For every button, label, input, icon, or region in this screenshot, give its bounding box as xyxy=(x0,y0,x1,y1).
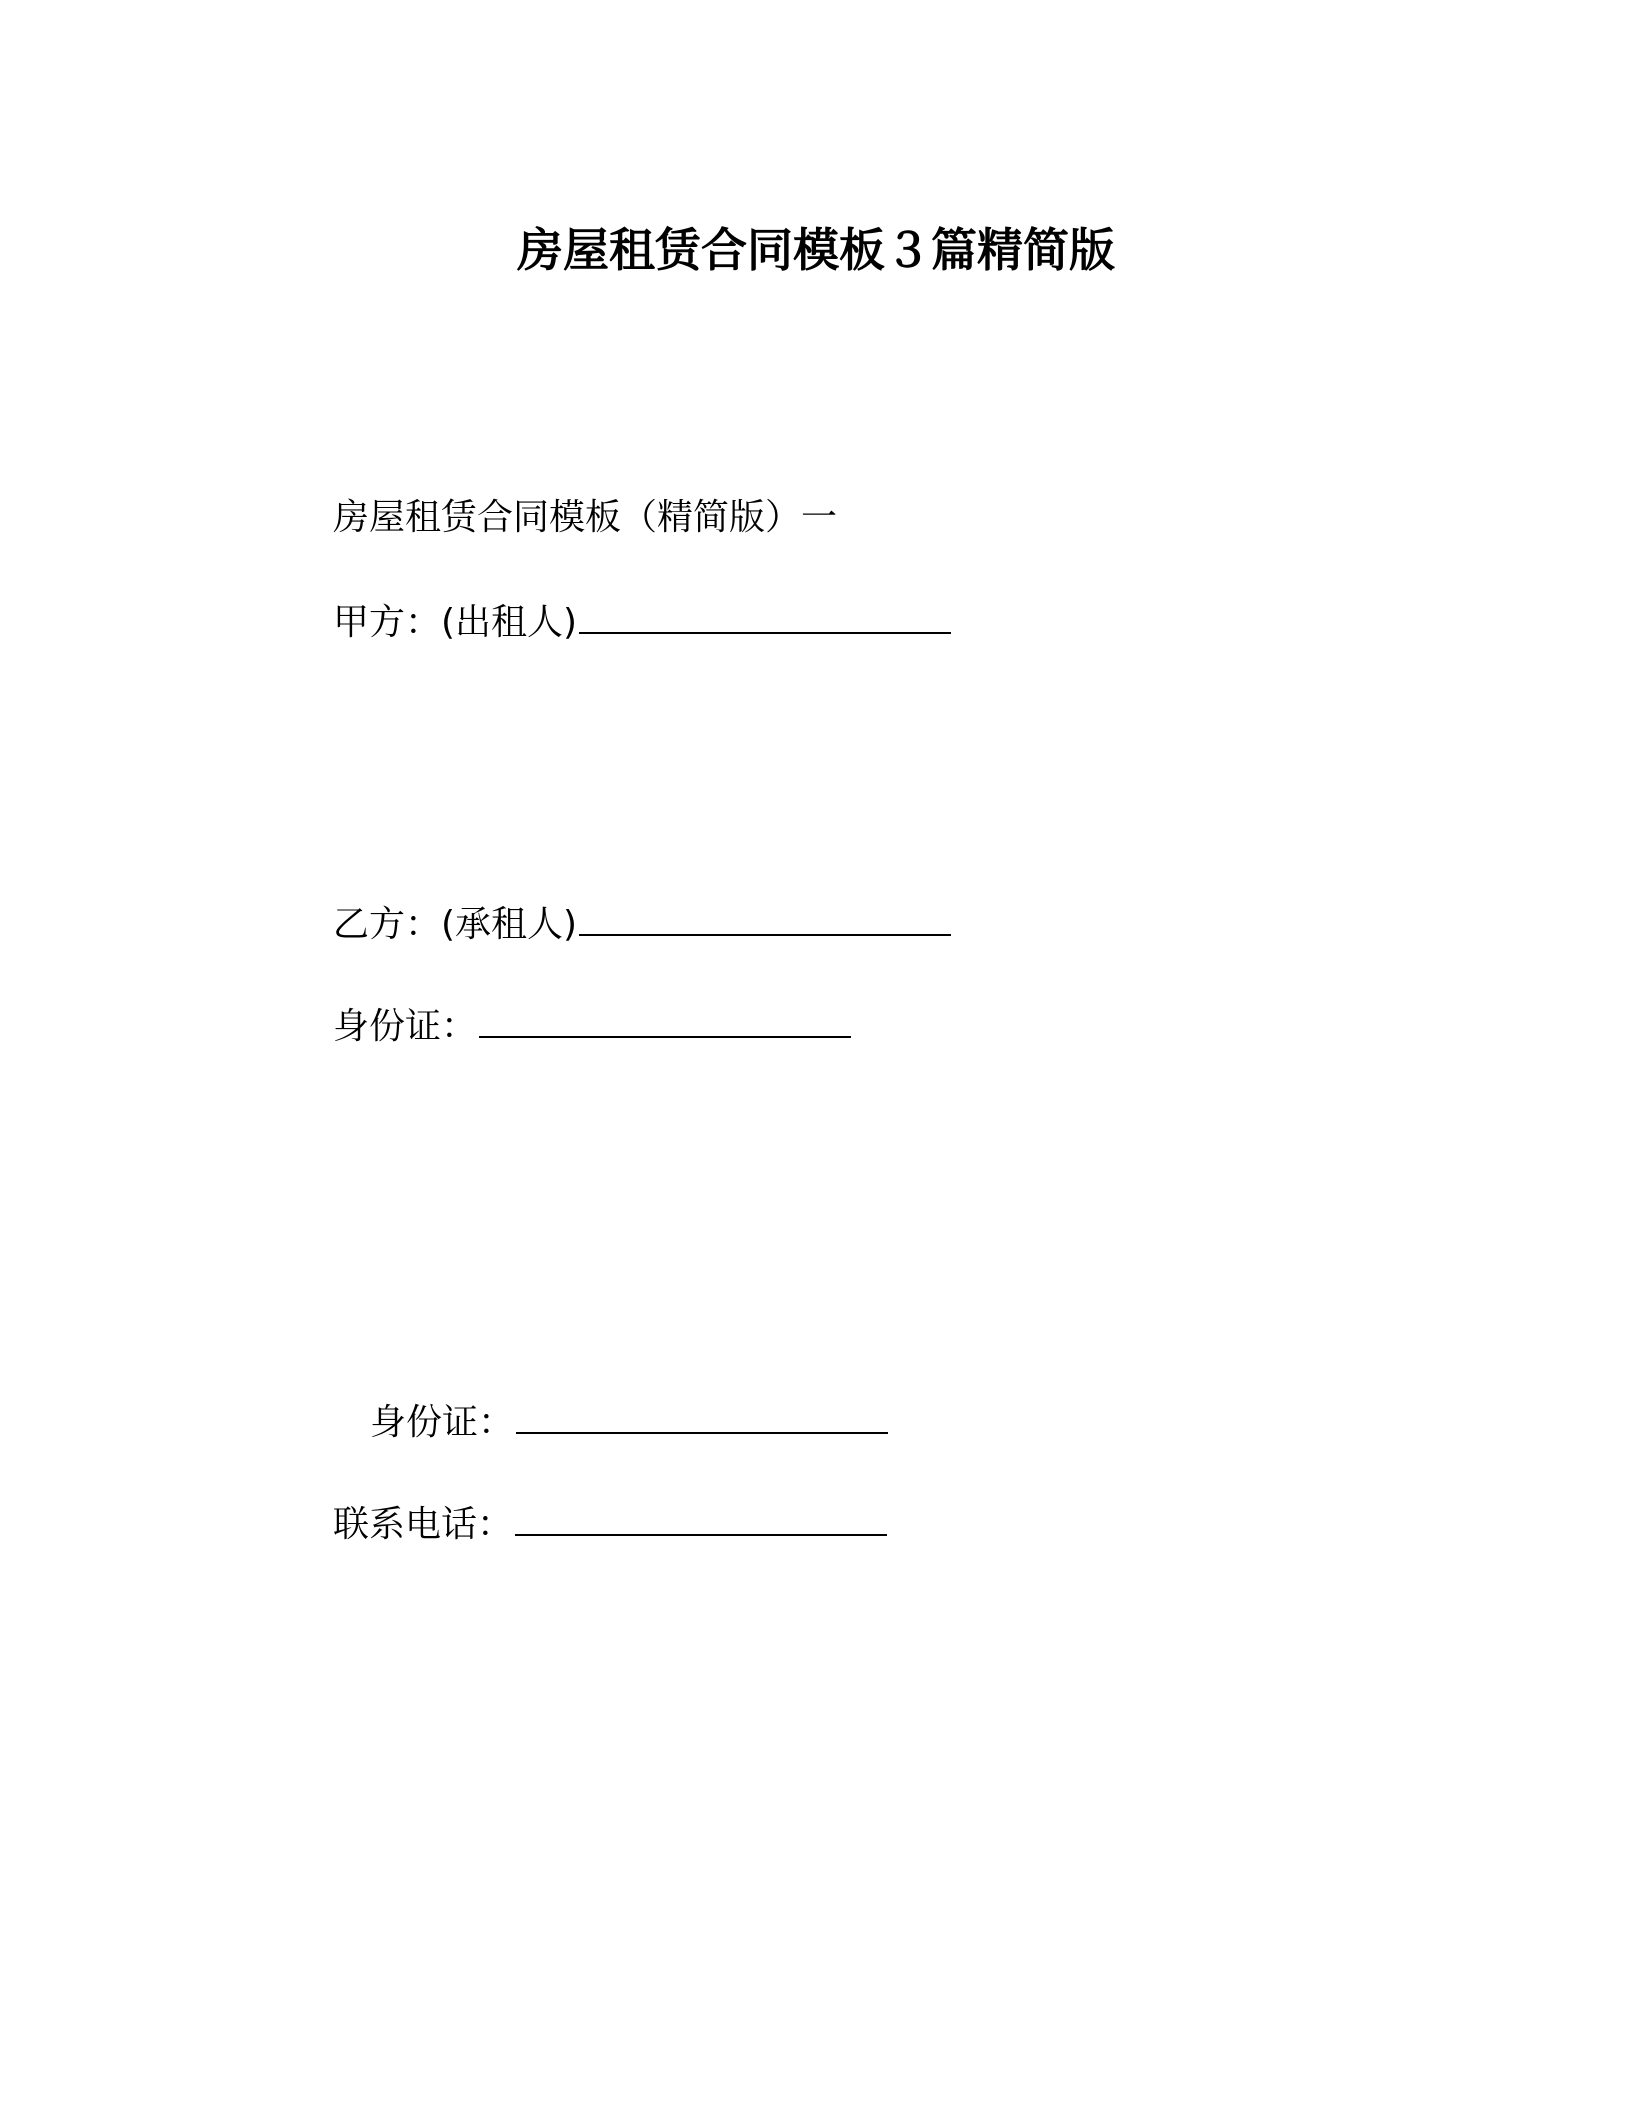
id-blank-1[interactable] xyxy=(479,1000,851,1038)
id-blank-2[interactable] xyxy=(516,1396,888,1434)
section-heading-text: 房屋租赁合同模板（精简版）一 xyxy=(333,497,838,538)
party-a-label: 甲方：(出租人) xyxy=(333,602,578,643)
phone-blank[interactable] xyxy=(515,1498,887,1536)
id-line-1 xyxy=(333,1000,851,1051)
phone-label: 联系电话： xyxy=(333,1504,514,1545)
party-b-line xyxy=(333,898,951,949)
id-label-2: 身份证： xyxy=(370,1402,515,1443)
party-a-blank[interactable] xyxy=(579,596,951,634)
section-heading xyxy=(333,494,837,542)
party-a-line xyxy=(333,596,951,647)
document-title: 房屋租赁合同模板３篇精简版 xyxy=(517,223,1115,277)
phone-line xyxy=(333,1498,887,1549)
party-b-blank[interactable] xyxy=(579,898,951,936)
party-b-label: 乙方：(承租人) xyxy=(333,904,578,945)
id-line-2 xyxy=(370,1396,888,1447)
id-label-1: 身份证： xyxy=(333,1006,478,1047)
